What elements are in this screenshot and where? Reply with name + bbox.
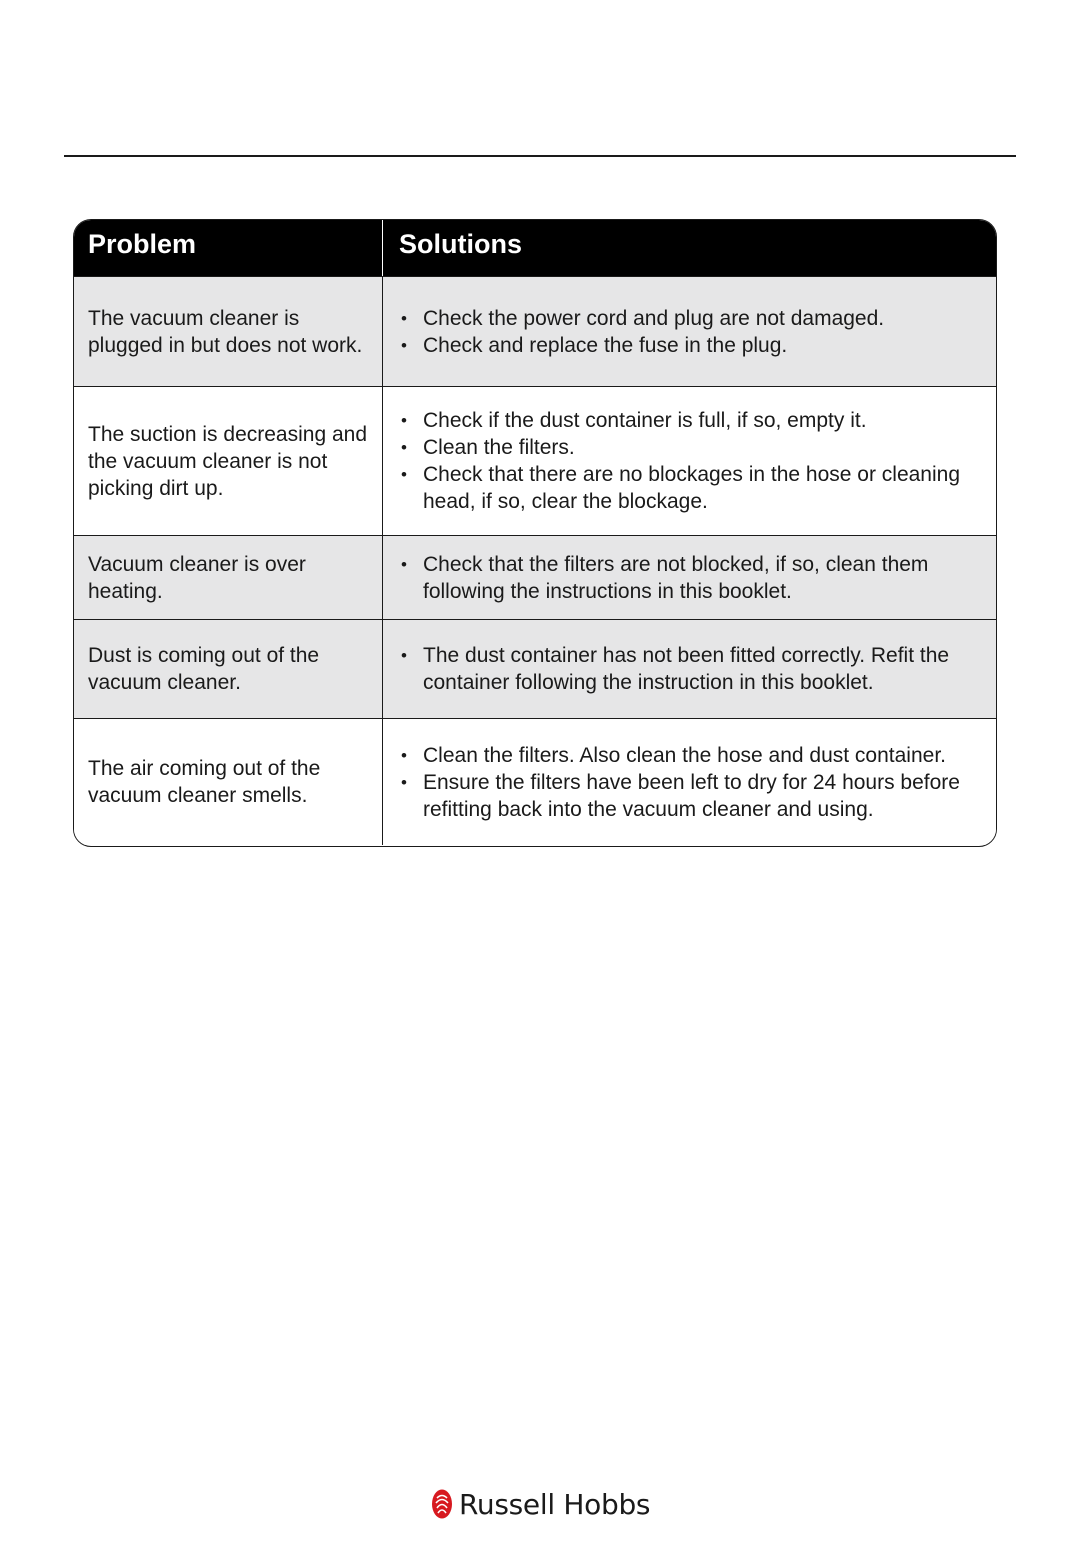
- solutions-list: [399, 551, 986, 605]
- solutions-cell: [383, 719, 996, 845]
- table-row: [74, 535, 996, 619]
- problem-cell: Vacuum cleaner is over heating.: [74, 536, 383, 619]
- header-solutions: Solutions: [399, 229, 522, 259]
- brand-logo: [431, 1486, 650, 1522]
- solutions-list: [399, 742, 986, 823]
- table-row: [74, 276, 996, 386]
- header-problem: Problem: [74, 220, 383, 276]
- solution-item: • Check and replace the fuse in the plug.: [399, 332, 884, 359]
- solution-item: • Check that the filters are not blocked, if so, clean them following the instructions in this booklet.: [399, 551, 986, 605]
- solutions-list: [399, 305, 884, 359]
- solution-item: • Check the power cord and plug are not damaged.: [399, 305, 884, 332]
- problem-cell: The suction is decreasing and the vacuum cleaner is not picking dirt up.: [74, 387, 383, 535]
- solution-item: • Ensure the filters have been left to dry for 24 hours before refitting back into the vacuum cleaner and using.: [399, 769, 986, 823]
- solutions-cell: [383, 277, 996, 386]
- table-row: [74, 718, 996, 845]
- top-divider: [64, 155, 1016, 157]
- brand-name: Russell Hobbs: [459, 1487, 651, 1521]
- fingerprint-icon: [431, 1488, 453, 1520]
- table-row: [74, 619, 996, 718]
- solution-item: • Check that there are no blockages in the hose or cleaning head, if so, clear the blockage.: [399, 461, 986, 515]
- solution-item: • Check if the dust container is full, if so, empty it.: [399, 407, 986, 434]
- table-header-row: [74, 220, 996, 276]
- troubleshooting-table: [73, 219, 997, 847]
- solutions-cell: [383, 387, 996, 535]
- problem-cell: The air coming out of the vacuum cleaner smells.: [74, 719, 383, 845]
- solution-item: • The dust container has not been fitted correctly. Refit the container following the instruction in this booklet.: [399, 642, 986, 696]
- solution-item: • Clean the filters. Also clean the hose and dust container.: [399, 742, 986, 769]
- problem-cell: The vacuum cleaner is plugged in but does not work.: [74, 277, 383, 386]
- solutions-list: [399, 642, 986, 696]
- solutions-cell: [383, 620, 996, 718]
- table-row: [74, 386, 996, 535]
- solutions-list: [399, 407, 986, 515]
- problem-cell: Dust is coming out of the vacuum cleaner.: [74, 620, 383, 718]
- solution-item: • Clean the filters.: [399, 434, 986, 461]
- solutions-cell: [383, 536, 996, 619]
